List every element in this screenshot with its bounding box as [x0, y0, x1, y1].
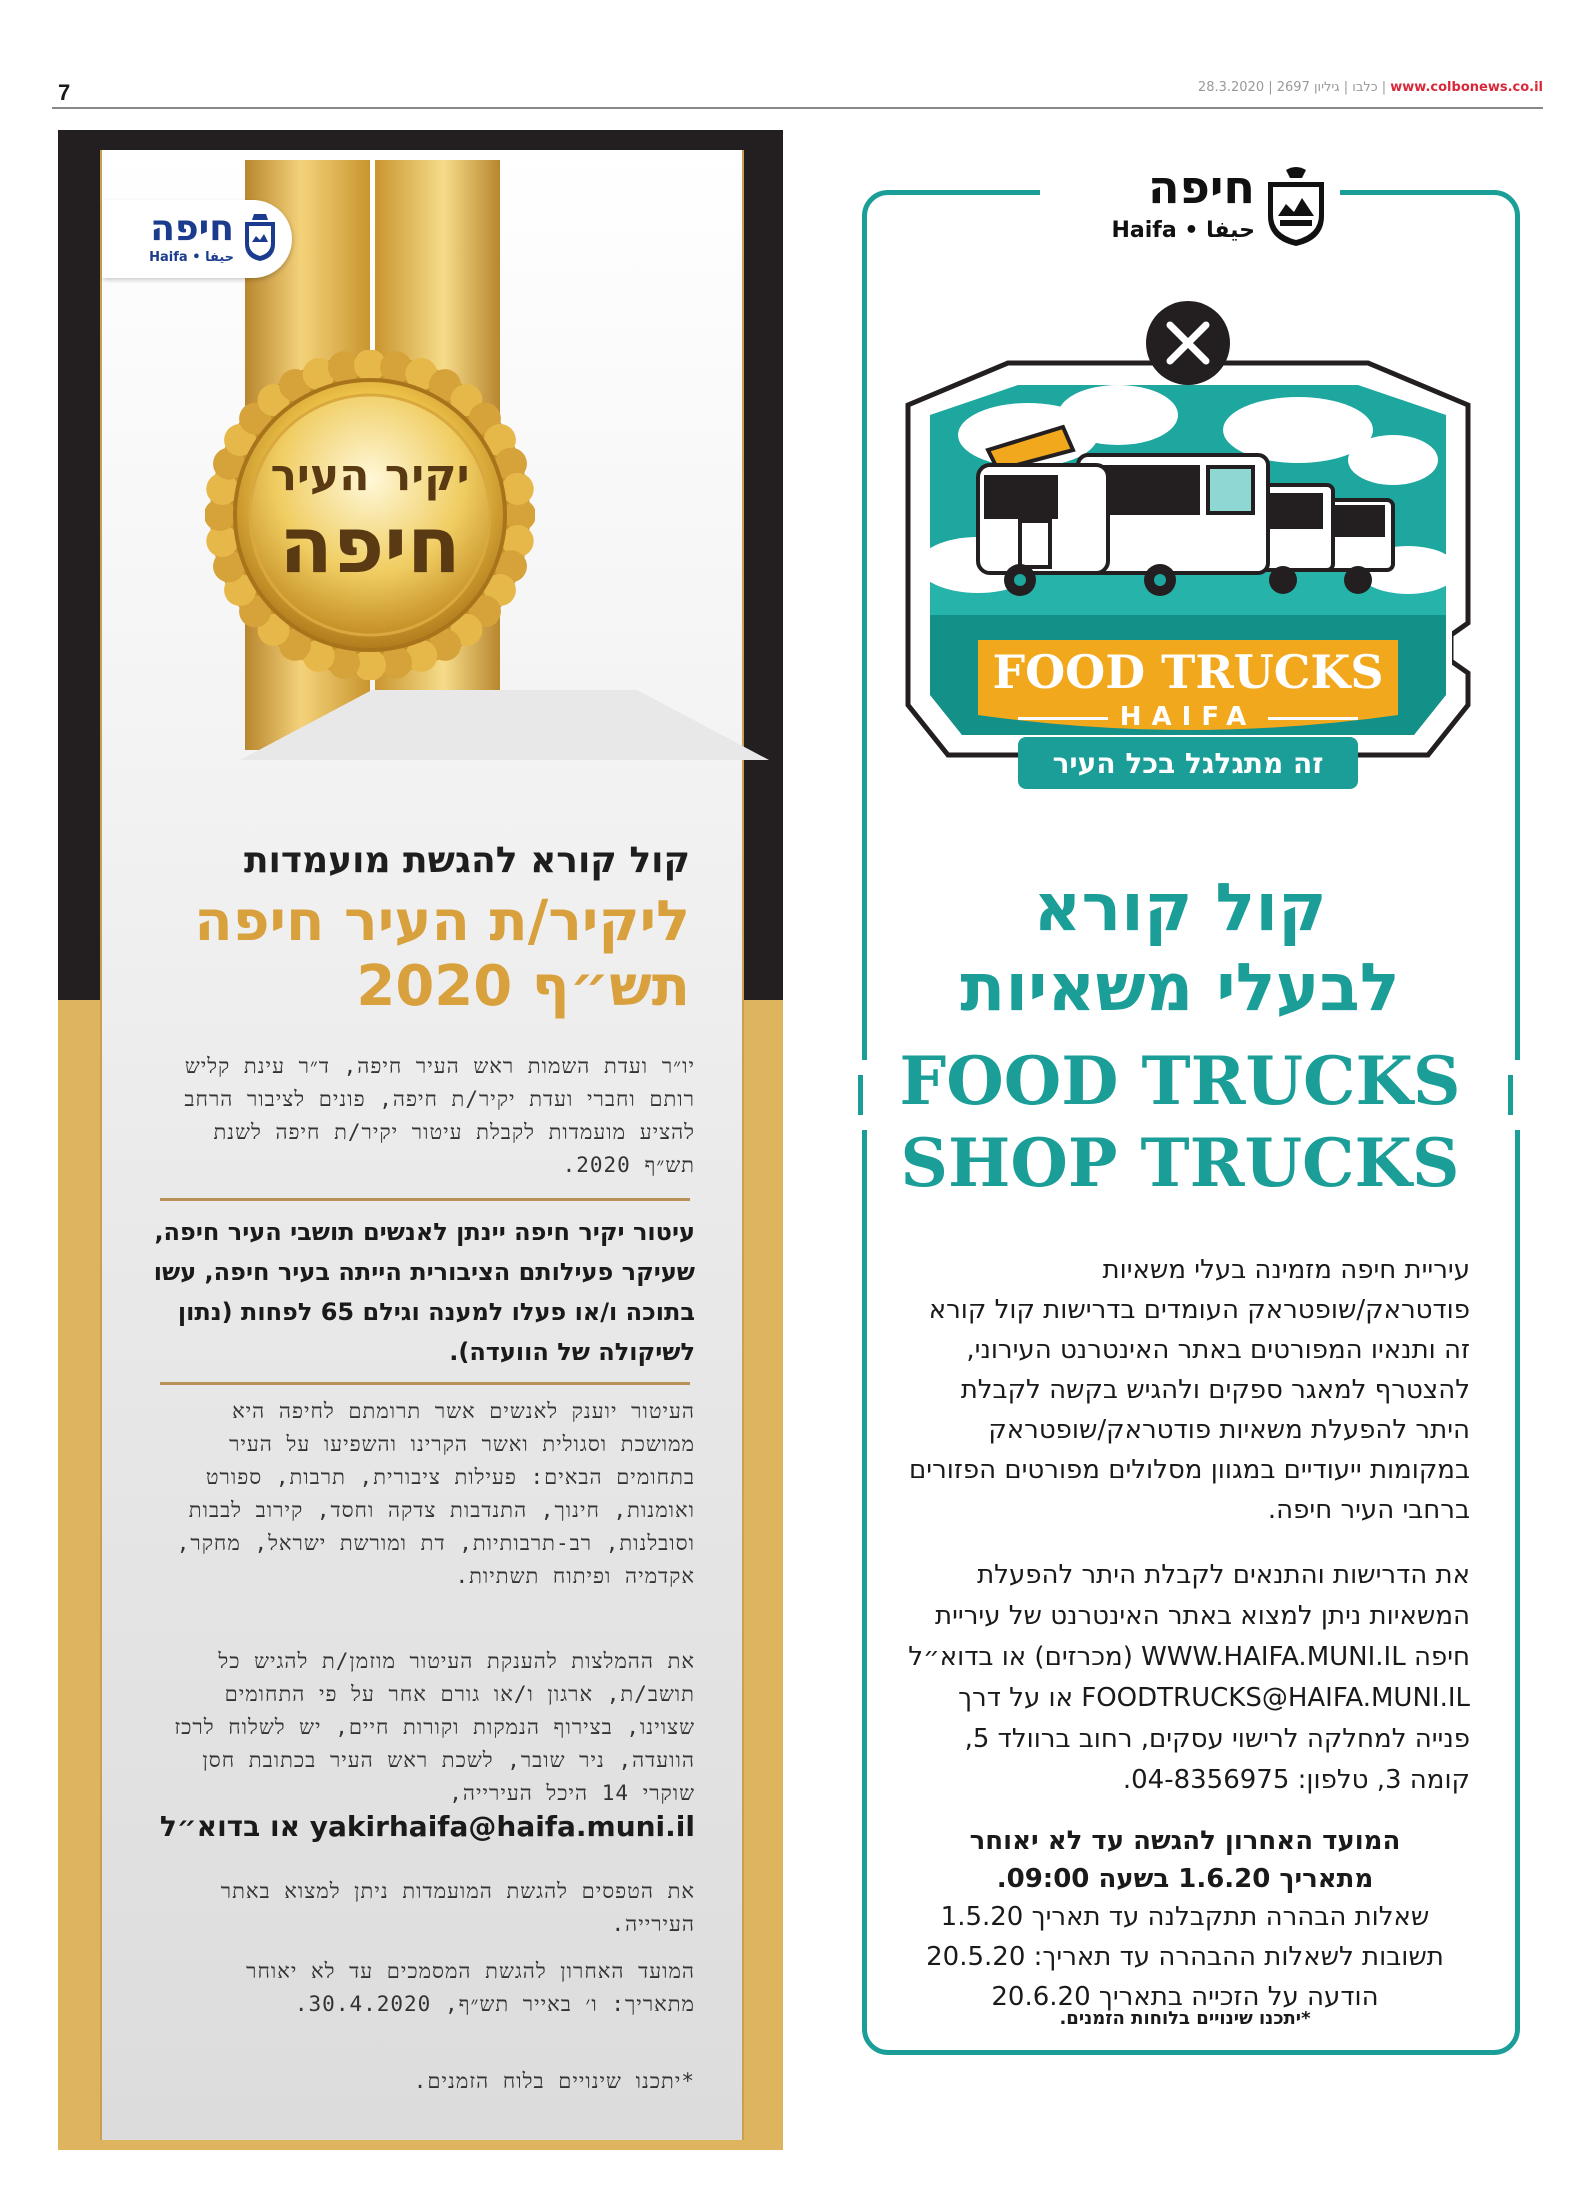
right-date-q3: הודעה על הזכייה בתאריך 20.6.20 — [991, 1982, 1379, 2012]
right-dates — [900, 1897, 1470, 2017]
right-deadline-line1: המועד האחרון להגשה עד לא יאוחר — [969, 1826, 1401, 1856]
left-year: תש״ף 2020 — [356, 954, 690, 1019]
left-deadline: המועד האחרון להגשת המסמכים עד לא יאוחר מתאריך: ו׳ באייר תש״ף, 30.4.2020. — [246, 1959, 695, 2016]
frame-notch-bar-right — [1508, 1075, 1513, 1115]
header-divider — [52, 107, 1543, 109]
right-english-title — [880, 1040, 1480, 1204]
ribbon-notch — [240, 690, 769, 760]
logo-hebrew: חיפה — [1147, 160, 1255, 214]
right-english-line2: SHOP TRUCKS — [900, 1124, 1460, 1202]
left-paragraph-4: את הטפסים להגשת המועמדות ניתן למצוא באתר העירייה. — [220, 1879, 695, 1936]
right-date-q1: שאלות הבהרה תתקבלנה עד תאריך 1.5.20 — [940, 1902, 1430, 1932]
right-note: *יתכנו שינויים בלוחות הזמנים. — [1059, 2008, 1311, 2029]
logo-en: Haifa — [149, 250, 188, 265]
logo-latin: Haifa • حيفا — [1111, 218, 1255, 243]
frame-notch-left — [852, 1060, 880, 1130]
header-info — [1198, 80, 1543, 95]
logo-ar: حيفا — [205, 250, 234, 265]
medal-line1: יקיר העיר — [270, 450, 470, 501]
left-bold-paragraph: עיטור יקיר חיפה יינתן לאנשים תושבי העיר חיפה, שעיקר פעילותם הציבורית הייתה בעיר חיפה, עשו בתוכה ו/או פעלו למענה וגילם 65 לפחות (נתון לשיקולה של הוועדה). — [153, 1218, 695, 1366]
right-english-line1: FOOD TRUCKS — [899, 1042, 1461, 1120]
slogan: זה מתגלגל בכל העיר — [1052, 747, 1324, 780]
right-body-2: את הדרישות והתנאים לקבלת היתר להפעלת המשאיות ניתן למצוא באתר האינטרנט של עיריית חיפה WWW.HAIFA.MUNI.IL (מכרזים) או בדוא״ל FOODTRUCKS@HAIFA.MUNI.IL או על דרך פנייה למחלקה לרישוי עסקים, רחוב ברוולד 5, קומה 3, טלפון: 04-8356975. — [908, 1560, 1470, 1795]
banner-title: FOOD TRUCKS — [992, 645, 1384, 699]
logo-hebrew: חיפה — [150, 208, 234, 249]
right-title-line2: לבעלי משאיות — [960, 949, 1400, 1026]
haifa-crest-icon — [242, 212, 278, 262]
header-date: 28.3.2020 — [1197, 80, 1265, 95]
left-paragraph-3: את ההמלצות להענקת העיטור מוזמן/ת להגיש כל תושב/ת, ארגון ו/או גורם אחר על פי התחומים שצוינו, בצירוף הנמקות וקורות חיים, יש לשלוח לרכז הוועדה, ניר שובר, לשכת ראש העיר בכתובת חסן שוקרי 14 היכל העירייה, — [174, 1649, 695, 1805]
logo-en: Haifa — [1111, 218, 1177, 243]
header-separator: | — [1377, 80, 1387, 95]
left-divider-1 — [160, 1198, 690, 1201]
medal-line2: חיפה — [279, 501, 461, 591]
left-kol-kore: קול קורא להגשת מועמדות — [243, 840, 690, 881]
right-deadline-line2: מתאריך 1.6.20 בשעה 09:00. — [996, 1864, 1374, 1894]
header-paper: כלבו — [1352, 80, 1378, 95]
header-separator: | — [1339, 80, 1349, 95]
right-title-line1: קול קורא — [1033, 869, 1327, 946]
left-title: ליקיר/ת העיר חיפה — [194, 889, 690, 954]
haifa-crest-icon — [1262, 166, 1330, 248]
logo-latin: Haifa • حيفا — [149, 250, 234, 265]
right-body-1: עיריית חיפה מזמינה בעלי משאיות פודטראק/שופטראק העומדים בדרישות קול קורא זה ותנאיו המפורטים באתר האינטרנט העירוני, להצטרף למאגר ספקים ולהגיש בקשה לקבלת היתר להפעלת משאיות פודטראק/שופטראק במקומות ייעודיים במגוון מסלולים מפורטים הפזורים ברחבי העיר חיפה. — [909, 1255, 1470, 1525]
medal-scallop — [502, 473, 534, 505]
left-divider-2 — [160, 1382, 690, 1385]
right-deadline — [900, 1822, 1470, 1898]
header-issue-label: גיליון — [1313, 80, 1340, 95]
header-issue: 2697 — [1276, 80, 1310, 95]
left-email-line[interactable]: yakirhaifa@haifa.muni.il או בדוא״ל — [159, 1810, 695, 1843]
left-paragraph-1: יו״ר ועדת השמות ראש העיר חיפה, ד״ר עינת קליש רותם וחברי ועדת יקיר/ת חיפה, פונים לציבור הרחב להציע מועמדות לקבלת עיטור יקיר/ת חיפה לשנת תש״ף 2020. — [184, 1054, 695, 1177]
logo-ar: حيفا — [1206, 218, 1255, 243]
yakir-medal — [205, 350, 535, 680]
banner-sub: HAIFA — [1119, 702, 1257, 732]
right-title — [880, 868, 1480, 1028]
page-number: 7 — [58, 80, 71, 105]
haifa-logo-left — [102, 200, 292, 278]
food-trucks-illustration — [888, 295, 1488, 815]
haifa-logo-right — [1040, 160, 1340, 255]
header-website[interactable]: www.colbonews.co.il — [1390, 80, 1543, 95]
frame-notch-bar-left — [858, 1075, 863, 1115]
left-note: *יתכנו שינויים בלוח הזמנים. — [413, 2069, 695, 2093]
left-paragraph-2: העיטור יוענק לאנשים אשר תרומתם לחיפה היא ממושכת וסגולית ואשר הקרינו והשפיעו על העיר בתחומים הבאים: פעילות ציבורית, תרבות, ספורט ואומנות, חינוך, התנדבות צדקה וחסד, קירוב לבבות וסובלנות, רב-תרבותיות, דת ומורשת ישראל, מחקר, אקדמיה ופיתוח תשתיות. — [176, 1399, 695, 1588]
right-date-q2: תשובות לשאלות ההבהרה עד תאריך: 20.5.20 — [926, 1942, 1444, 1972]
header-separator: | — [1264, 80, 1273, 95]
